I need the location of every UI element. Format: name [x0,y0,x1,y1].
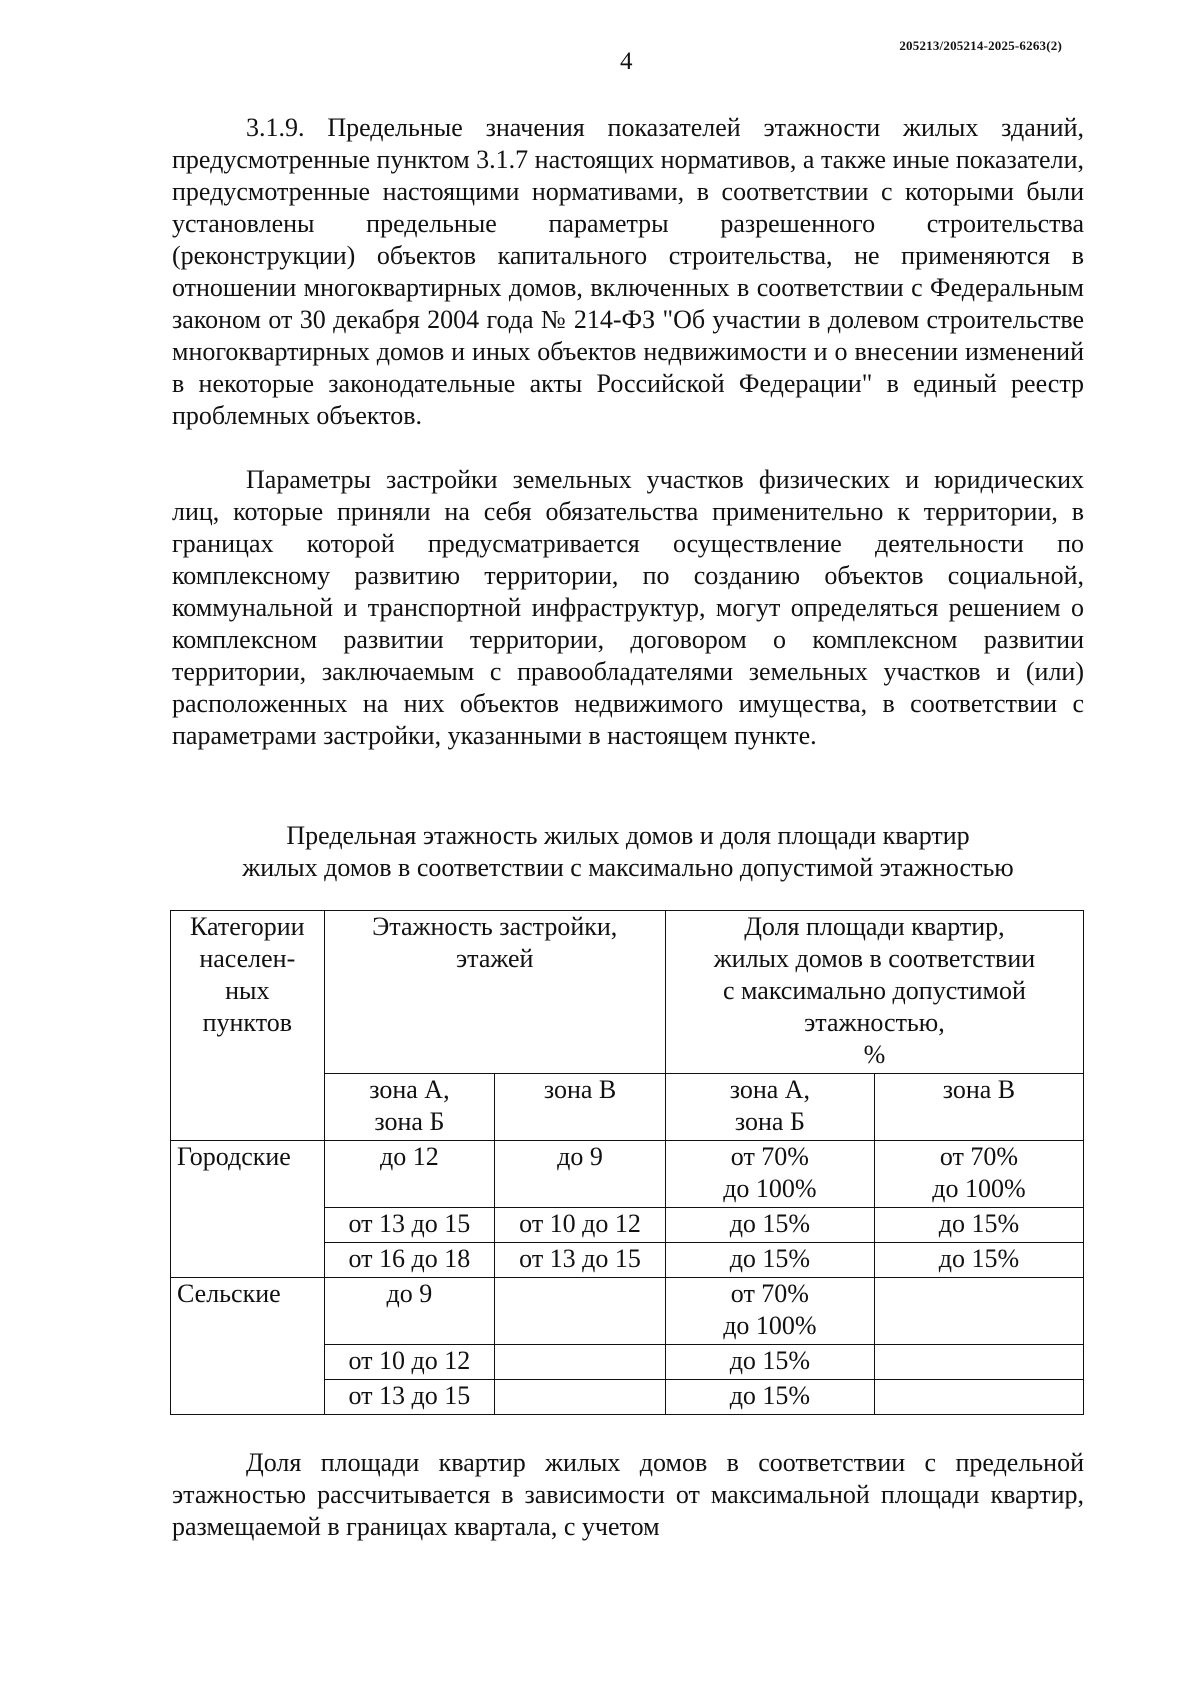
cell-floors-zone-a-b: от 13 до 15 [324,1380,495,1415]
cell-share-zone-v [874,1345,1083,1380]
cell-share-zone-a-b: от 70% до 100% [665,1141,874,1208]
cell-share-zone-a-b: до 15% [665,1243,874,1278]
cell-floors-zone-v: от 10 до 12 [495,1208,666,1243]
cell-share-zone-v [874,1380,1083,1415]
category-rural: Сельские [171,1278,325,1415]
cell-floors-zone-v [495,1380,666,1415]
cell-share-zone-v: от 70% до 100% [874,1141,1083,1208]
cell-floors-zone-v [495,1345,666,1380]
cell-floors-zone-a-b: до 9 [324,1278,495,1345]
cell-share-zone-a-b: до 15% [665,1380,874,1415]
table-header-row [171,911,1084,1074]
cell-share-zone-v: до 15% [874,1243,1083,1278]
paragraph-area-share-calculation: Доля площади квартир жилых домов в соответствии с предельной этажностью рассчитывается в зависимости от максимальной площади квартир, размещаемой в границах квартала, с учетом [172,1448,1084,1541]
cell-floors-zone-v: от 13 до 15 [495,1243,666,1278]
subheader-share-zone-v: зона В [874,1074,1083,1141]
document-registration-code: 205213/205214-2025-6263(2) [899,38,1062,53]
page-number: 4 [620,48,633,75]
category-urban: Городские [171,1141,325,1278]
paragraph-3-1-9: 3.1.9. Предельные значения показателей этажности жилых зданий, предусмотренные пунктом 3.1.7 настоящих нормативов, а также иные показатели, предусмотренные настоящими нормативами, в соответствии с которыми были установлены предельные параметры разрешенного строительства (реконструкции) объектов капитального строительства, не применяются в отношении многоквартирных домов, включенных в соответствии с Федеральным законом от 30 декабря 2004 года № 214-ФЗ "Об участии в долевом строительстве многоквартирных домов и иных объектов недвижимости и о внесении изменений в некоторые законодательные акты Российской Федерации" в единый реестр проблемных объектов. [172,113,1084,430]
cell-share-zone-a-b: до 15% [665,1345,874,1380]
table-caption-line-2: жилых домов в соответствии с максимально допустимой этажностью [242,853,1014,882]
cell-floors-zone-v: до 9 [495,1141,666,1208]
table-row [171,1278,1084,1345]
cell-floors-zone-v [495,1278,666,1345]
header-building-floors: Этажность застройки, этажей [324,911,665,1074]
header-apartment-area-share: Доля площади квартир, жилых домов в соответствии с максимально допустимой этажностью, % [665,911,1083,1074]
cell-share-zone-v: до 15% [874,1208,1083,1243]
header-settlement-category: Категории населен- ных пунктов [171,911,325,1141]
cell-floors-zone-a-b: от 13 до 15 [324,1208,495,1243]
paragraph-development-parameters: Параметры застройки земельных участков физических и юридических лиц, которые приняли на себя обязательства применительно к территории, в границах которой предусматривается осуществление деятельности по комплексному развитию территории, по созданию объектов социальной, коммунальной и транспортной инфраструктур, могут определяться решением о комплексном развитии территории, договором о комплексном развитии территории, заключаемым с правообладателями земельных участков и (или) расположенных на них объектов недвижимого имущества, в соответствии с параметрами застройки, указанными в настоящем пункте. [172,465,1084,750]
cell-share-zone-a-b: до 15% [665,1208,874,1243]
table-caption [172,820,1084,884]
subheader-share-zone-a-b: зона А, зона Б [665,1074,874,1141]
subheader-floors-zone-v: зона В [495,1074,666,1141]
cell-share-zone-a-b: от 70% до 100% [665,1278,874,1345]
table-caption-line-1: Предельная этажность жилых домов и доля площади квартир [286,821,970,850]
subheader-floors-zone-a-b: зона А, зона Б [324,1074,495,1141]
cell-floors-zone-a-b: от 10 до 12 [324,1345,495,1380]
cell-floors-zone-a-b: от 16 до 18 [324,1243,495,1278]
table-row [171,1141,1084,1208]
floor-limits-table [170,910,1084,1415]
cell-floors-zone-a-b: до 12 [324,1141,495,1208]
cell-share-zone-v [874,1278,1083,1345]
